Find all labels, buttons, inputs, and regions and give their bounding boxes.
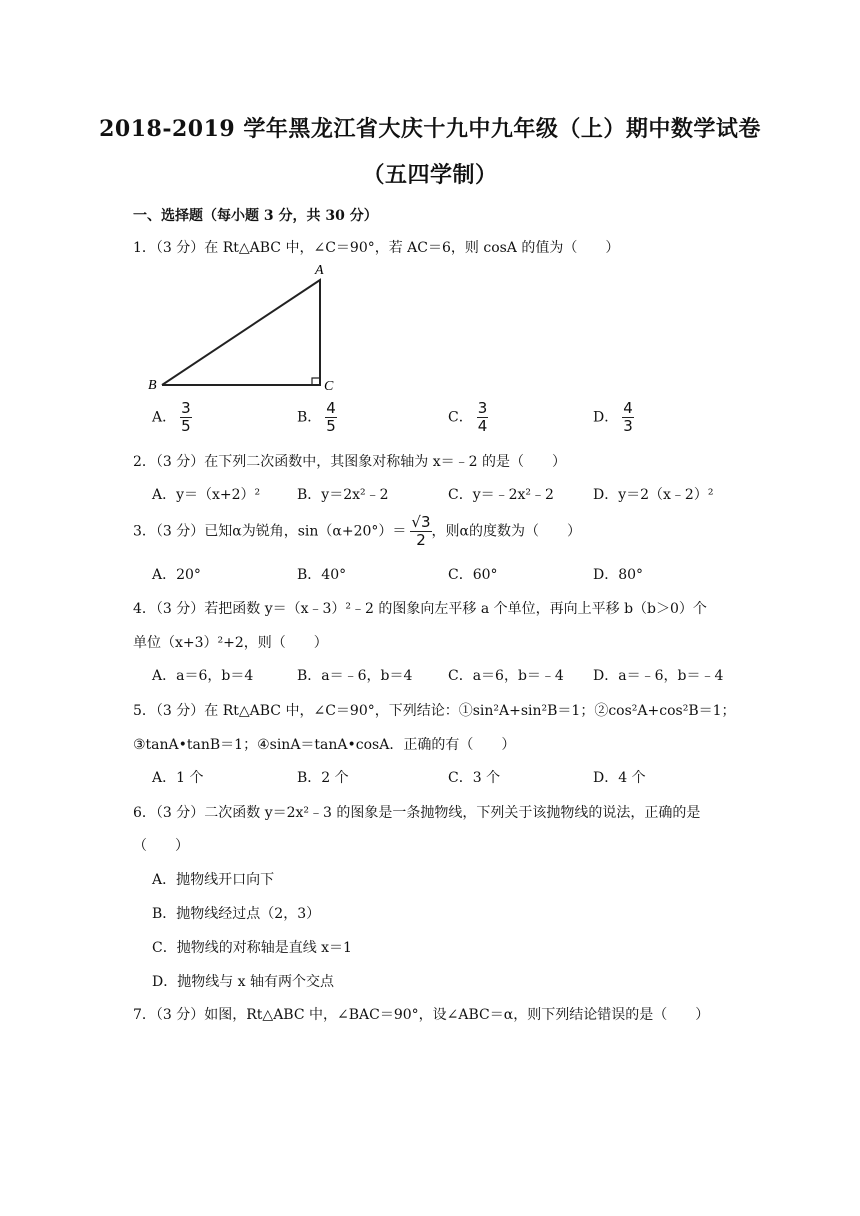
q4-option-c: C．a＝6，b＝﹣4 [448, 668, 564, 684]
q5-option-c: C．3 个 [448, 770, 501, 786]
q3-option-b: B．40° [297, 567, 347, 583]
q6-option-c: C．抛物线的对称轴是直线 x＝1 [152, 940, 352, 956]
vertex-label-a: A [315, 263, 324, 278]
exam-title-line2: （五四学制） [362, 162, 498, 188]
q4-stem-line1: 4．（3 分）若把函数 y＝（x﹣3）²﹣2 的图象向左平移 a 个单位，再向上平移 b（b＞0）个 [133, 601, 707, 617]
exam-title-line1: 2018-2019 学年黑龙江省大庆十九中九年级（上）期中数学试卷 [99, 116, 761, 142]
q5-option-b: B．2 个 [297, 770, 349, 786]
q4-option-d: D．a＝﹣6，b＝﹣4 [593, 668, 724, 684]
q6-option-d: D．抛物线与 x 轴有两个交点 [152, 974, 335, 990]
q6-stem-line1: 6．（3 分）二次函数 y＝2x²﹣3 的图象是一条抛物线，下列关于该抛物线的说法，正确的是 [133, 805, 701, 821]
q2-stem: 2．（3 分）在下列二次函数中，其图象对称轴为 x＝﹣2 的是（ ） [133, 454, 566, 470]
q3-option-c: C．60° [448, 567, 498, 583]
q3-stem: 3．（3 分）已知α为锐角，sin（α+20°）＝ $\frac{√3}{2}$ ，则α的度数为（ ） [133, 513, 581, 549]
right-angle-mark [312, 378, 320, 385]
q7-stem: 7．（3 分）如图，Rt△ABC 中，∠BAC＝90°，设∠ABC＝α，则下列结论错误的是（ ） [133, 1007, 710, 1023]
q1-option-d: D． $\frac{4}{3}$ [593, 399, 633, 435]
q2-option-b: B．y＝2x²﹣2 [297, 487, 389, 503]
q2-option-d: D．y＝2（x﹣2）² [593, 487, 714, 503]
q6-option-b: B．抛物线经过点（2，3） [152, 906, 321, 922]
q1-option-b: B． $\frac{4}{5}$ [297, 399, 336, 435]
q4-option-a: A．a＝6，b＝4 [152, 668, 254, 684]
q5-option-a: A．1 个 [152, 770, 204, 786]
q1-option-a: A． $\frac{3}{5}$ [152, 399, 191, 435]
q1-option-c: C． $\frac{3}{4}$ [448, 399, 488, 435]
vertex-label-b: B [148, 378, 157, 393]
q2-option-c: C．y＝﹣2x²﹣2 [448, 487, 554, 503]
q1-triangle-figure [140, 258, 340, 398]
q5-stem-line1: 5．（3 分）在 Rt△ABC 中，∠C＝90°，下列结论：①sin²A+sin²B＝1；②cos²A+cos²B＝1； [133, 703, 736, 719]
q6-option-a: A．抛物线开口向下 [152, 872, 275, 888]
q3-option-a: A．20° [152, 567, 201, 583]
vertex-label-c: C [324, 379, 334, 394]
q1-stem: 1．（3 分）在 Rt△ABC 中，∠C＝90°，若 AC＝6，则 cosA 的值为（ ） [133, 240, 620, 256]
triangle-abc [162, 280, 320, 385]
q4-option-b: B．a＝﹣6，b＝4 [297, 668, 413, 684]
q5-stem-line2: ③tanA•tanB＝1；④sinA＝tanA•cosA．正确的有（ ） [133, 737, 516, 753]
q3-option-d: D．80° [593, 567, 644, 583]
q4-stem-line2: 单位（x+3）²+2，则（ ） [133, 635, 328, 651]
section-heading: 一、选择题（每小题 3 分，共 30 分） [133, 208, 378, 224]
q2-option-a: A．y＝（x+2）² [152, 487, 261, 503]
q6-stem-line2: （ ） [133, 838, 189, 854]
q5-option-d: D．4 个 [593, 770, 646, 786]
